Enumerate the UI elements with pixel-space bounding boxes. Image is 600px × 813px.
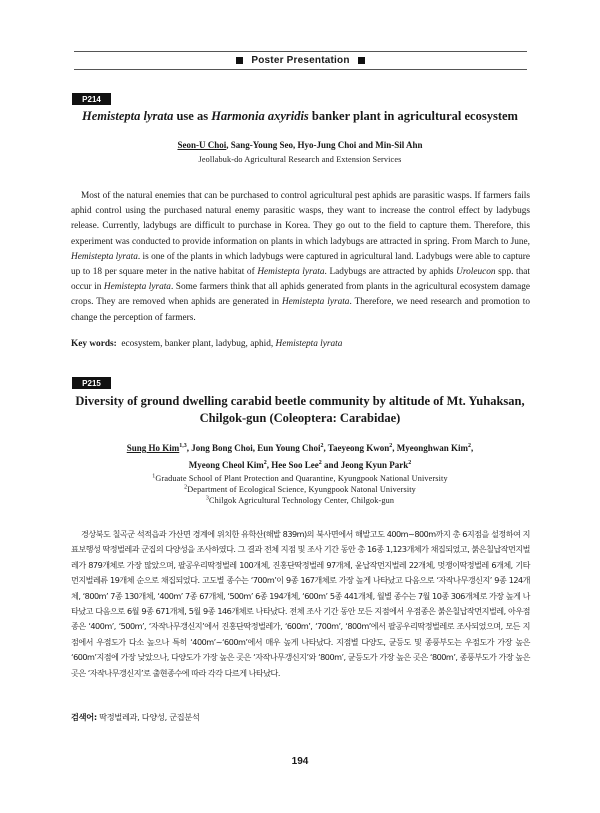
author-sup: 2	[320, 443, 324, 449]
author-line	[62, 459, 538, 472]
abstract-korean-text: 경상북도 칠곡군 석적읍과 가산면 경계에 위치한 유학산(해발 839m)의 북사면에서 해발고도 400m~800m까지 총 6지점을 설정하여 지표보행성 딱정벌레과 군집의 다양성을 조사하였다. 그 결과 전체 지점 및 조사 기간 동안 총 16종 1,123개체가 채집되었고, 붉은칠납작먼지벌레가 879개체로 가장 많았으며, 팔공우리딱정벌레 100개체, 진홍단딱정벌레 97개체, 윤납작먼지벌레 22개체, 멋쟁이딱정벌레 6개체, 기타 먼지벌레류 19개체 순으로 채집되었다. 고도별 종수는 ‘700m’이 9종 167개체로 가장 높게 나타났고 다음으로 ‘자작나무갱신지’ 9종 124개체, ‘800m’ 7종 130개체, ‘400m’ 7종 67개체, ‘500m’ 6종 194개체, ‘600m’ 5종 441개체, 월별 종수는 7월 10종 306개체로 가장 높게 나타났고 다음으로 6월 9종 671개체, 5월 9종 146개체로 나타났다. 전체 조사 기간 동안 모든 지점에서 우점종은 붉은칠납작먼지벌레, 아우점종은 ‘400m’, ‘500m’, ‘자작나무갱신지’에서 진홍단딱정벌레가, ‘600m’, ‘700m’, ‘800m’에서 팔공우리딱정벌레로 조사되었으며, 모든 지점에서 우점도가 다소 높으나 특히 ‘400m’~‘600m’에서 매우 높게 나타났다. 지점별 다양도, 균등도 및 종풍부도는 우점도가 가장 높은 ‘600m’지점에 가장 낮았으나, 다양도가 가장 높은 곳은 ‘자작나무갱신지’와 ‘800m’, 균등도가 가장 높은 곳은 ‘800m’, 종풍부도가 가장 높은 곳은 ‘자작나무갱신지’로 출현종수에 따라 각각 다르게 나타났다.	[71, 529, 530, 678]
affiliation	[62, 484, 538, 495]
abstract-genus: Uroleucon	[456, 267, 496, 278]
author-name: ,	[471, 443, 474, 453]
affiliation-text: Graduate School of Plant Protection and Quarantine, Kyungpook National University	[155, 474, 448, 483]
keywords-text: 딱정벌레과, 다양성, 군집분석	[96, 712, 200, 722]
paper-title	[62, 393, 538, 427]
author-sup: 1,3	[179, 443, 187, 449]
affiliation-sup: 2	[184, 484, 188, 491]
keywords-text: ecosystem, banker plant, ladybug, aphid,	[121, 339, 276, 349]
abstract-species: Hemistepta lyrata	[257, 267, 325, 278]
section-header-label: Poster Presentation	[251, 55, 350, 66]
paper-title	[62, 108, 538, 125]
author-list	[62, 139, 538, 152]
abstract-text: Most of the natural enemies that can be purchased to control agricultural pest aphids are parasitic wasps. If farmers fails aphid control using the purchased natural enemy parasitic wasps, they want to increase the control effect by ladybugs release. Currently, ladybugs are difficult to purchase in Korea. They go out to the field to capture them. Therefore, this experiment was conducted to provide information on plants in which ladybugs are attracted in spring. From March to June,	[71, 191, 530, 247]
abstract-species: Hemistepta lyrata	[103, 282, 171, 293]
author-name: , Hee Soo Lee	[266, 460, 319, 470]
author-sup: 2	[468, 443, 471, 449]
author-name: , Jong Bong Choi, Eun Young Choi	[186, 443, 321, 453]
abstract	[71, 189, 530, 326]
co-authors: , Sang-Young Seo, Hyo-Jung Choi and Min-Sil Ahn	[226, 140, 423, 150]
author-line	[62, 442, 538, 455]
author-name: and Jeong Kyun Park	[321, 460, 409, 470]
keywords-label: 검색어:	[71, 712, 97, 722]
keywords-korean	[71, 712, 530, 723]
author-name: Myeong Cheol Kim	[188, 460, 264, 470]
paper-id-badge: P214	[72, 93, 111, 105]
title-species-1: Hemistepta lyrata	[82, 109, 174, 123]
affiliation	[62, 495, 538, 506]
abstract-text: . Ladybugs are attracted by aphids	[324, 267, 457, 278]
abstract-korean	[71, 527, 530, 681]
title-text-1: use as	[173, 109, 212, 123]
title-species-2: Harmonia axyridis	[211, 109, 309, 123]
abstract-species: Hemistepta lyrata	[71, 251, 138, 262]
abstract-text: . Some farmers think that all aphids generated from plants in the agricultural ecosystem damage crops. They are removed when aphids are generated in	[71, 282, 530, 308]
page-number: 194	[291, 756, 309, 767]
author-sup: 2	[389, 443, 393, 449]
square-bullet-icon	[358, 57, 365, 64]
keywords	[71, 338, 530, 351]
presenting-author: Sung Ho Kim	[126, 443, 180, 453]
abstract-text: . Therefore, we need research and promotion to change the perception of farmers.	[71, 297, 530, 323]
title-line: Diversity of ground dwelling carabid beetle community by altitude of Mt. Yuhaksan,	[75, 394, 525, 408]
affiliation	[62, 473, 538, 484]
author-sup: 2	[408, 460, 412, 466]
title-text-2: banker plant in agricultural ecosystem	[308, 109, 518, 123]
affiliation-text: Chilgok Agricultural Technology Center, Chilgok-gun	[209, 496, 395, 506]
affiliation-sup: 1	[152, 473, 156, 480]
presenting-author: Seon-U Choi	[177, 140, 227, 150]
keywords-label: Key words:	[71, 339, 117, 349]
abstract-text: spp. that occur in	[71, 267, 530, 293]
paper-id-badge: P215	[72, 377, 111, 389]
section-header	[74, 51, 527, 70]
square-bullet-icon	[236, 57, 243, 64]
abstract-text: . is one of the plants in which ladybugs were captured in agricultural land. Ladybugs were able to capture up to 18 per square meter in the native habitat of	[71, 251, 530, 278]
abstract-species: Hemistepta lyrata	[281, 297, 350, 308]
title-line: Chilgok-gun (Coleoptera: Carabidae)	[199, 411, 401, 425]
affiliation-sup: 3	[205, 495, 210, 502]
author-name: , Myeonghwan Kim	[392, 443, 468, 453]
author-sup: 2	[263, 460, 267, 466]
author-name: , Taeyeong Kwon	[323, 443, 390, 453]
author-sup: 2	[318, 460, 322, 466]
affiliation-list	[62, 473, 538, 507]
affiliation-text: Department of Ecological Science, Kyungpook Natonal University	[187, 485, 416, 495]
keywords-species: Hemistepta lyrata	[275, 339, 343, 349]
affiliation: Jeollabuk-do Agricultural Research and Extension Services	[198, 155, 402, 164]
author-list	[62, 442, 538, 472]
